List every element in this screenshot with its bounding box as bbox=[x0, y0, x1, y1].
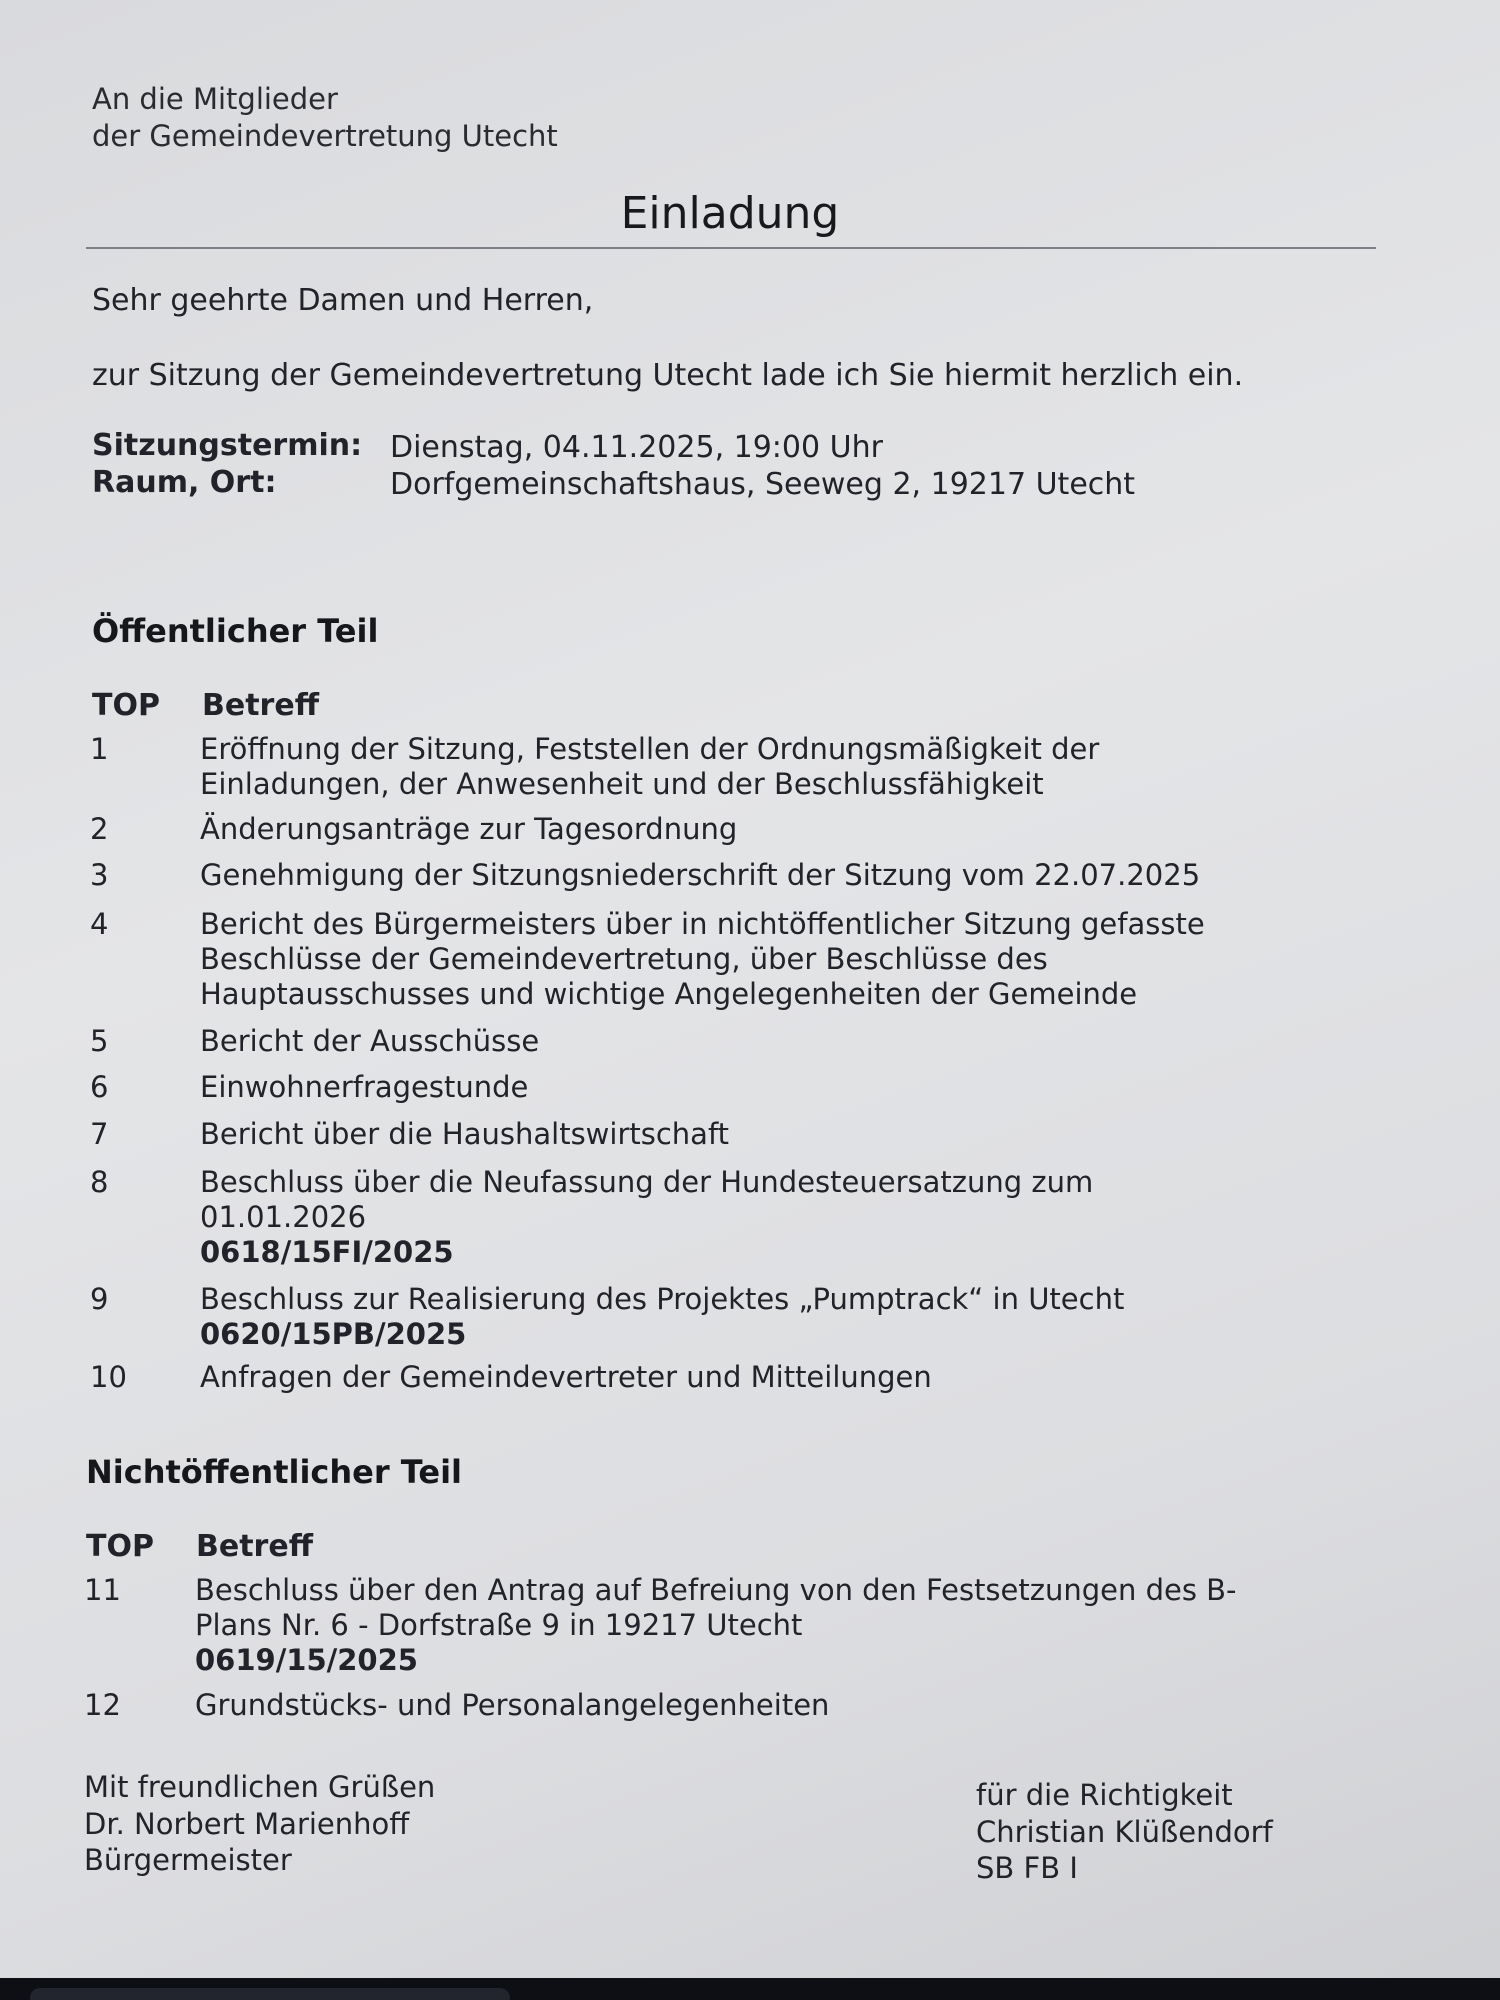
public-section-heading: Öffentlicher Teil bbox=[92, 612, 379, 650]
meeting-date-label: Sitzungstermin: bbox=[92, 428, 363, 463]
agenda-item-text: Beschluss über die Neufassung der Hundesteuersatzung zum bbox=[200, 1165, 1094, 1199]
agenda-item-reference: 0618/15FI/2025 bbox=[200, 1235, 454, 1269]
recipient-line-2: der Gemeindevertretung Utecht bbox=[92, 119, 558, 153]
agenda-item-text: Bericht der Ausschüsse bbox=[200, 1024, 540, 1058]
agenda-item-text: Änderungsanträge zur Tagesordnung bbox=[200, 812, 738, 846]
agenda-item-text: Beschlüsse der Gemeindevertretung, über Beschlüsse des bbox=[200, 942, 1048, 976]
agenda-item-number: 11 bbox=[84, 1573, 121, 1607]
title-divider bbox=[86, 247, 1376, 249]
recipient-line-1: An die Mitglieder bbox=[92, 82, 338, 116]
agenda-item-number: 5 bbox=[90, 1024, 109, 1058]
intro-text: zur Sitzung der Gemeindevertretung Utecht lade ich Sie hiermit herzlich ein. bbox=[92, 358, 1244, 393]
salutation: Sehr geehrte Damen und Herren, bbox=[92, 283, 594, 318]
agenda-item-number: 7 bbox=[90, 1117, 109, 1151]
public-col-top: TOP bbox=[92, 688, 160, 723]
agenda-item-text: Anfragen der Gemeindevertreter und Mitteilungen bbox=[200, 1360, 932, 1394]
signatory-role: Bürgermeister bbox=[84, 1843, 292, 1877]
agenda-item-text: Einladungen, der Anwesenheit und der Beschlussfähigkeit bbox=[200, 767, 1044, 801]
signatory-name: Dr. Norbert Marienhoff bbox=[84, 1807, 410, 1841]
agenda-item-text: Eröffnung der Sitzung, Feststellen der Ordnungsmäßigkeit der bbox=[200, 732, 1100, 766]
agenda-item-reference: 0619/15/2025 bbox=[195, 1643, 418, 1677]
agenda-item-text: 01.01.2026 bbox=[200, 1200, 367, 1234]
meeting-date-value: Dienstag, 04.11.2025, 19:00 Uhr bbox=[390, 430, 883, 465]
nonpublic-col-subject: Betreff bbox=[196, 1529, 313, 1564]
agenda-item-number: 12 bbox=[84, 1688, 121, 1722]
verification-label: für die Richtigkeit bbox=[976, 1778, 1233, 1812]
meeting-place-label: Raum, Ort: bbox=[92, 465, 277, 500]
screen-bottom-edge bbox=[0, 1978, 1500, 2000]
agenda-item-text: Grundstücks- und Personalangelegenheiten bbox=[195, 1688, 830, 1722]
agenda-item-text: Beschluss zur Realisierung des Projektes „Pumptrack“ in Utecht bbox=[200, 1282, 1125, 1316]
agenda-item-number: 2 bbox=[90, 812, 109, 846]
closing-greeting: Mit freundlichen Grüßen bbox=[84, 1770, 436, 1804]
agenda-item-text: Bericht des Bürgermeisters über in nichtöffentlicher Sitzung gefasste bbox=[200, 907, 1205, 941]
agenda-item-number: 10 bbox=[90, 1360, 127, 1394]
agenda-item-number: 9 bbox=[90, 1282, 109, 1316]
agenda-item-number: 8 bbox=[90, 1165, 109, 1199]
nonpublic-section-heading: Nichtöffentlicher Teil bbox=[86, 1453, 463, 1491]
agenda-item-text: Beschluss über den Antrag auf Befreiung von den Festsetzungen des B- bbox=[195, 1573, 1237, 1607]
public-col-subject: Betreff bbox=[202, 688, 319, 723]
agenda-item-number: 6 bbox=[90, 1070, 109, 1104]
verification-name: Christian Klüßendorf bbox=[976, 1815, 1273, 1849]
agenda-item-text: Plans Nr. 6 - Dorfstraße 9 in 19217 Utecht bbox=[195, 1608, 803, 1642]
agenda-item-number: 3 bbox=[90, 858, 109, 892]
agenda-item-text: Bericht über die Haushaltswirtschaft bbox=[200, 1117, 730, 1151]
page-title: Einladung bbox=[620, 188, 840, 239]
meeting-place-value: Dorfgemeinschaftshaus, Seeweg 2, 19217 Utecht bbox=[390, 467, 1136, 502]
nonpublic-col-top: TOP bbox=[86, 1529, 154, 1564]
agenda-item-number: 4 bbox=[90, 907, 109, 941]
agenda-item-text: Einwohnerfragestunde bbox=[200, 1070, 529, 1104]
agenda-item-text: Hauptausschusses und wichtige Angelegenheiten der Gemeinde bbox=[200, 977, 1138, 1011]
agenda-item-reference: 0620/15PB/2025 bbox=[200, 1317, 467, 1351]
agenda-item-text: Genehmigung der Sitzungsniederschrift der Sitzung vom 22.07.2025 bbox=[200, 858, 1201, 892]
verification-role: SB FB I bbox=[976, 1851, 1078, 1885]
agenda-item-number: 1 bbox=[90, 732, 109, 766]
